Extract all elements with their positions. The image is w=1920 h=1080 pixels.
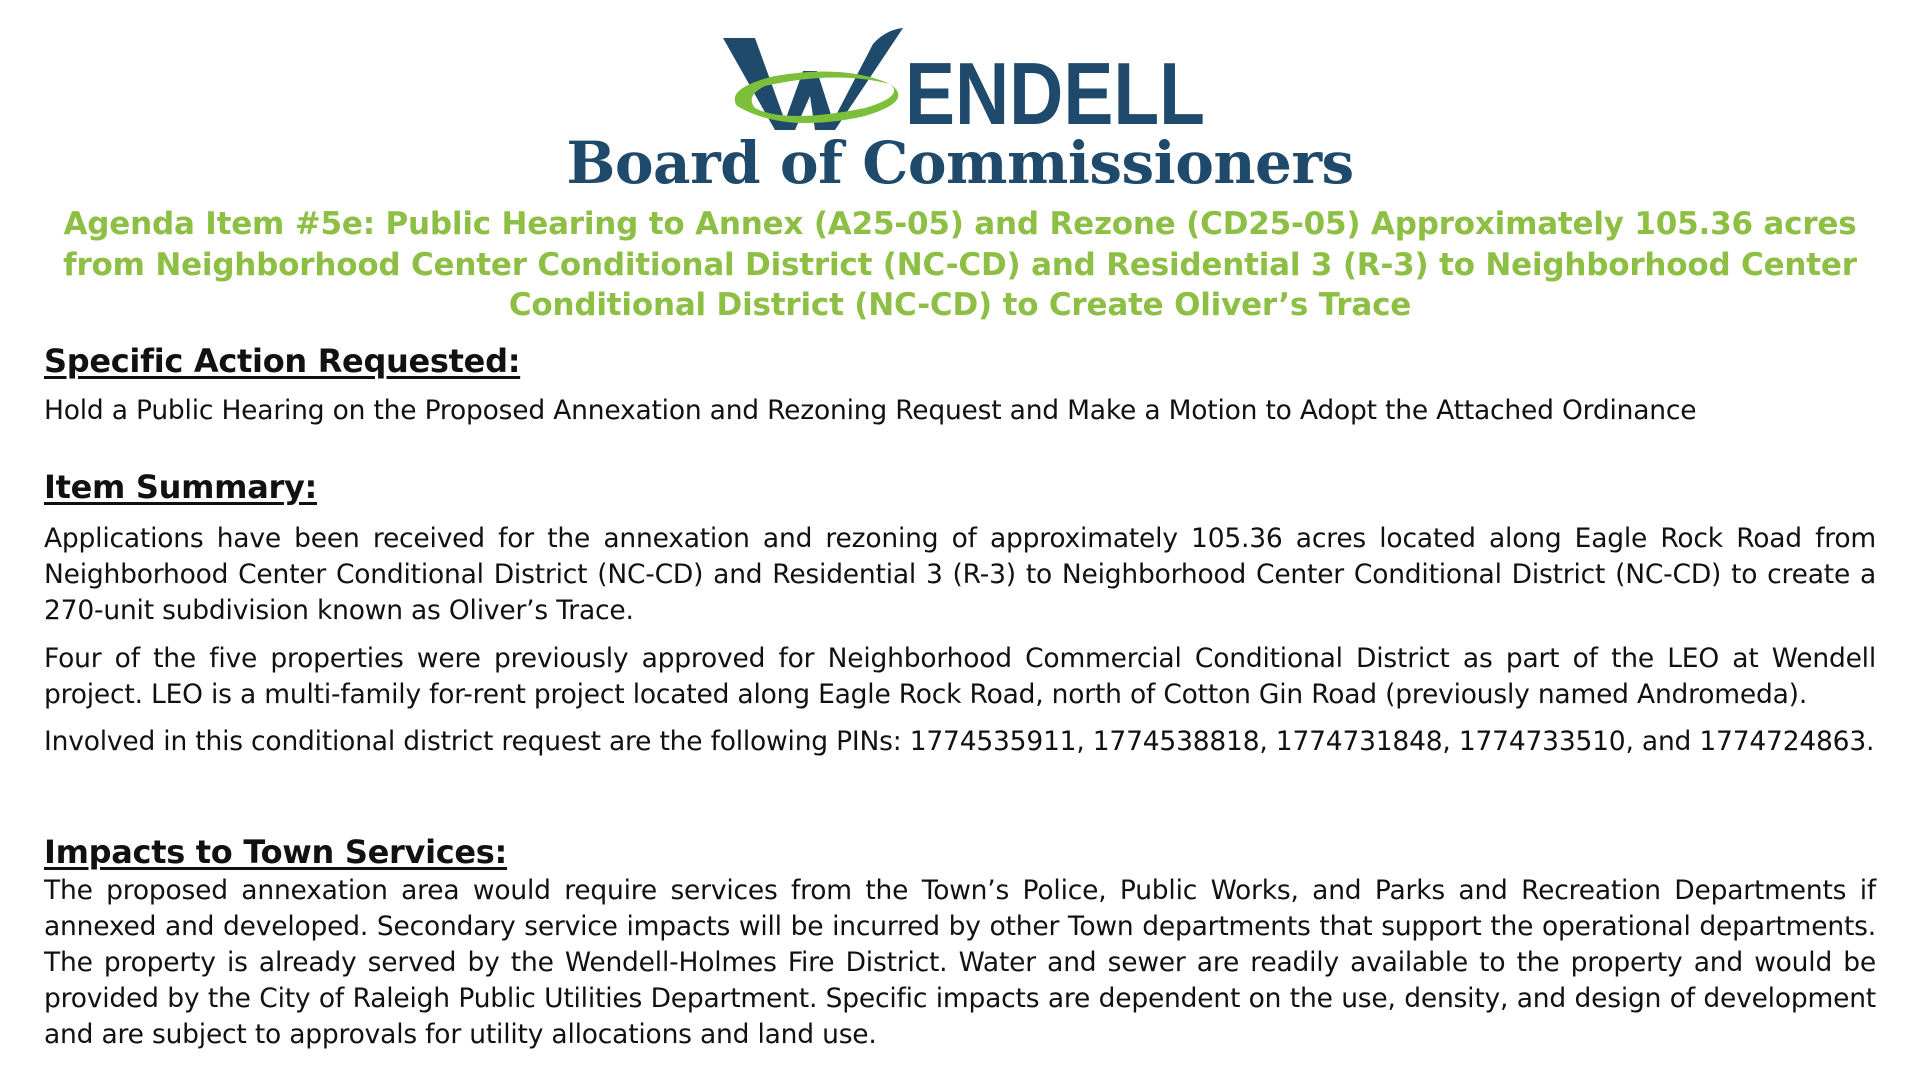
- impacts-text: The proposed annexation area would require services from the Town’s Police, Public Works, and Parks and Recreation Departments if annexed and developed. Secondary service impacts will be incurred by other Town departments that support the operational departments. The property is already served by the Wendell-Holmes Fire District. Water and sewer are readily available to the property and would be provided by the City of Raleigh Public Utilities Department. Specific impacts are dependent on the use, density, and design of development and are subject to approvals for utility allocations and land use.: [44, 875, 1876, 1050]
- agenda-title: Agenda Item #5e: Public Hearing to Annex (A25-05) and Rezone (CD25-05) Approximately 105.36 acres from Neighborhood Center Conditional District (NC-CD) and Residential 3 (R-3) to Neighborhood Center Conditional District (NC-CD) to Create Oliver’s Trace: [63, 206, 1857, 323]
- action-heading: Specific Action Requested:: [44, 342, 521, 380]
- summary-paragraph: Four of the five properties were previously approved for Neighborhood Commercial Conditional District as part of the LEO at Wendell project. LEO is a multi-family for-rent project located along Eagle Rock Road, north of Cotton Gin Road (previously named Andromeda).: [44, 643, 1876, 710]
- summary-paragraph: Involved in this conditional district request are the following PINs: 1774535911, 1774538818, 1774731848, 1774733510, and 1774724863.: [44, 726, 1875, 757]
- summary-paragraph: Applications have been received for the annexation and rezoning of approximately 105.36 acres located along Eagle Rock Road from Neighborhood Center Conditional District (NC-CD) and Residential 3 (R-3) to Neighborhood Center Conditional District (NC-CD) to create a 270-unit subdivision known as Oliver’s Trace.: [44, 523, 1876, 626]
- board-title: Board of Commissioners: [566, 129, 1354, 197]
- summary-heading: Item Summary:: [44, 468, 318, 506]
- wendell-logo: [715, 26, 1215, 143]
- svg-text:ENDELL: ENDELL: [905, 44, 1205, 143]
- impacts-heading: Impacts to Town Services:: [44, 833, 508, 871]
- action-text: Hold a Public Hearing on the Proposed Annexation and Rezoning Request and Make a Motion to Adopt the Attached Ordinance: [44, 395, 1697, 426]
